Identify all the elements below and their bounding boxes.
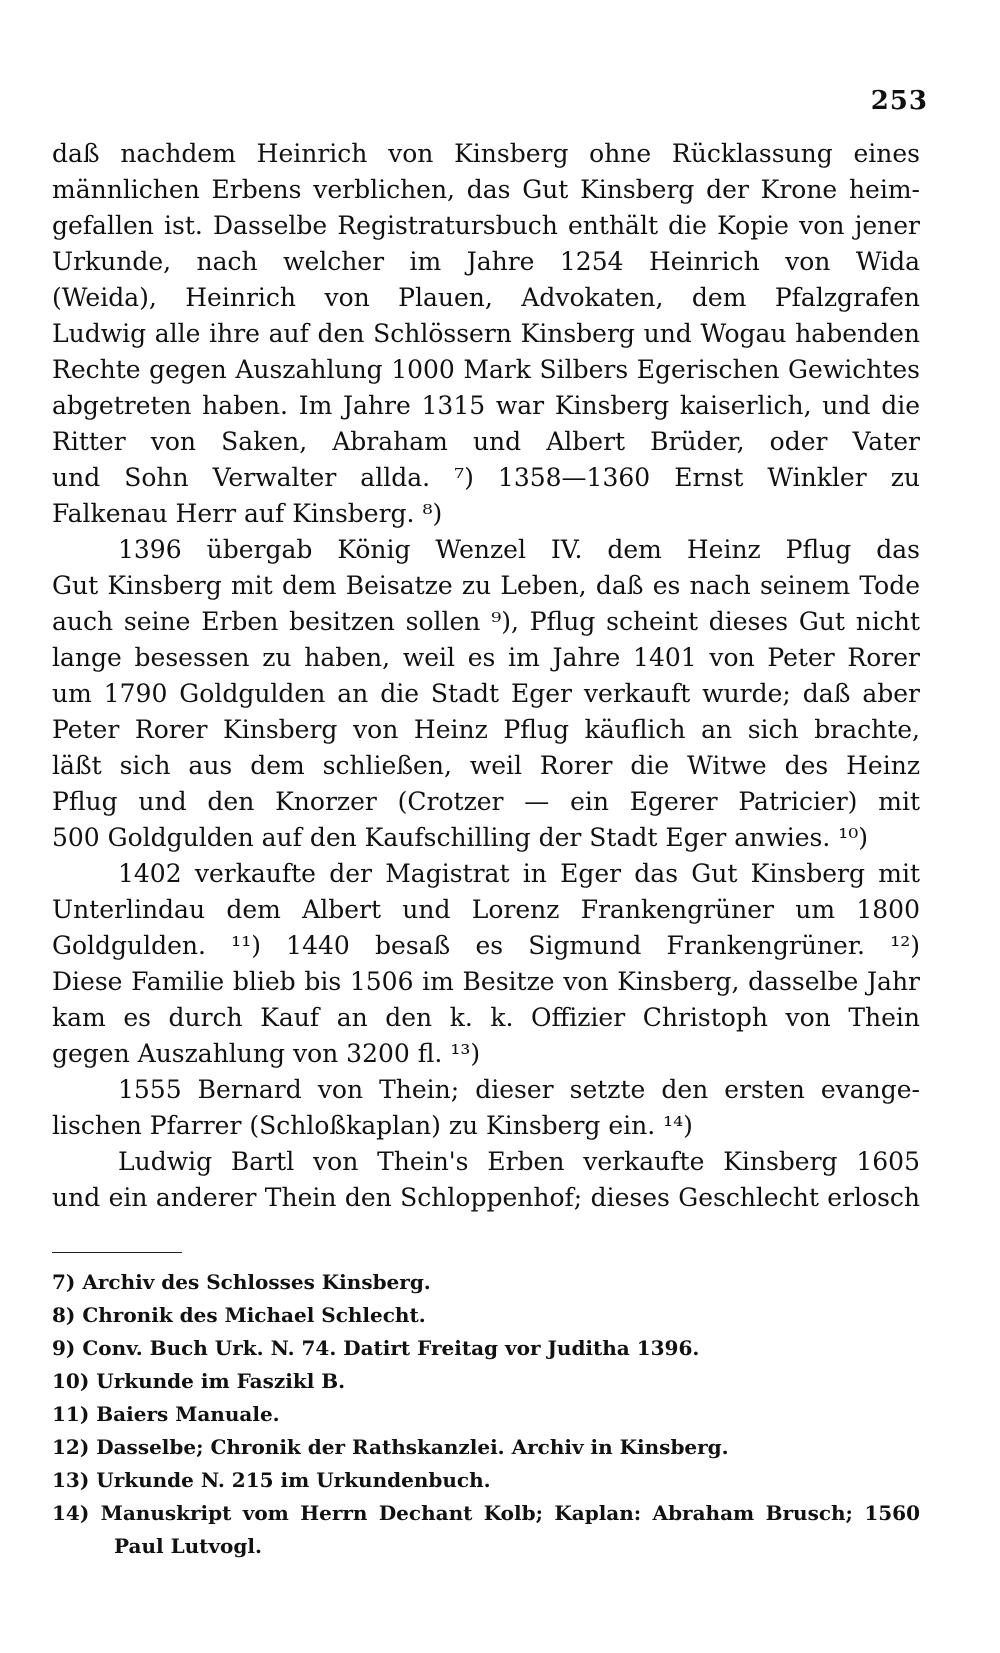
text-line: Gut Kinsberg mit dem Beisatze zu Leben, daß es nach seinem Tode (52, 571, 920, 600)
text-line: und ein anderer Thein den Schloppenhof; dieses Geschlecht erlosch (52, 1183, 920, 1212)
text-line: kam es durch Kauf an den k. k. Offizier Christoph von Thein (52, 1003, 920, 1032)
text-line: abgetreten haben. Im Jahre 1315 war Kinsberg kaiserlich, und die (52, 391, 920, 420)
text-line: gegen Auszahlung von 3200 fl. ¹³) (52, 1039, 481, 1068)
footnote-continuation: Paul Lutvogl. (114, 1534, 262, 1558)
text-line: männlichen Erbens verblichen, das Gut Kinsberg der Krone heim- (52, 175, 920, 204)
text-line: Urkunde, nach welcher im Jahre 1254 Heinrich von Wida (52, 247, 920, 276)
text-line: Falkenau Herr auf Kinsberg. ⁸) (52, 499, 443, 528)
text-line: Diese Familie blieb bis 1506 im Besitze von Kinsberg, dasselbe Jahr (52, 967, 920, 996)
text-line: Rechte gegen Auszahlung 1000 Mark Silbers Egerischen Gewichtes (52, 355, 920, 384)
text-line: gefallen ist. Dasselbe Registratursbuch enthält die Kopie von jener (52, 211, 920, 240)
text-line: Ludwig alle ihre auf den Schlössern Kinsberg und Wogau habenden (52, 319, 920, 348)
text-line: daß nachdem Heinrich von Kinsberg ohne Rücklassung eines (52, 139, 920, 168)
text-line: Ritter von Saken, Abraham und Albert Brüder, oder Vater (52, 427, 920, 456)
text-line: Ludwig Bartl von Thein's Erben verkaufte Kinsberg 1605 (118, 1147, 920, 1176)
footnotes (52, 1266, 920, 1563)
footnote: 13) Urkunde N. 215 im Urkundenbuch. (52, 1468, 491, 1492)
text-line: Unterlindau dem Albert und Lorenz Frankengrüner um 1800 (52, 895, 920, 924)
body-text (52, 136, 920, 1216)
text-line: auch seine Erben besitzen sollen ⁹), Pflug scheint dieses Gut nicht (52, 607, 920, 636)
footnote: 11) Baiers Manuale. (52, 1402, 280, 1426)
footnote: 10) Urkunde im Faszikl B. (52, 1369, 346, 1393)
text-line: 500 Goldgulden auf den Kaufschilling der Stadt Eger anwies. ¹⁰) (52, 823, 869, 852)
text-line: 1396 übergab König Wenzel IV. dem Heinz Pflug das (118, 535, 920, 564)
text-line: (Weida), Heinrich von Plauen, Advokaten, dem Pfalzgrafen (52, 283, 920, 312)
text-line: um 1790 Goldgulden an die Stadt Eger verkauft wurde; daß aber (52, 679, 920, 708)
text-line: 1555 Bernard von Thein; dieser setzte den ersten evange- (118, 1075, 920, 1104)
text-line: Peter Rorer Kinsberg von Heinz Pflug käuflich an sich brachte, (52, 715, 920, 744)
text-line: und Sohn Verwalter allda. ⁷) 1358—1360 Ernst Winkler zu (52, 463, 920, 492)
text-line: 1402 verkaufte der Magistrat in Eger das Gut Kinsberg mit (118, 859, 920, 888)
footnote-divider (52, 1252, 182, 1253)
text-line: Goldgulden. ¹¹) 1440 besaß es Sigmund Frankengrüner. ¹²) (52, 931, 920, 960)
page-number: 253 (870, 86, 928, 116)
text-line: läßt sich aus dem schließen, weil Rorer die Witwe des Heinz (52, 751, 920, 780)
text-line: lischen Pfarrer (Schloßkaplan) zu Kinsberg ein. ¹⁴) (52, 1111, 693, 1140)
footnote: 9) Conv. Buch Urk. N. 74. Datirt Freitag vor Juditha 1396. (52, 1336, 700, 1360)
footnote: 8) Chronik des Michael Schlecht. (52, 1303, 426, 1327)
text-line: lange besessen zu haben, weil es im Jahre 1401 von Peter Rorer (52, 643, 920, 672)
footnote: 12) Dasselbe; Chronik der Rathskanzlei. Archiv in Kinsberg. (52, 1435, 729, 1459)
footnote: 14) Manuskript vom Herrn Dechant Kolb; Kaplan: Abraham Brusch; 1560 (52, 1501, 920, 1525)
footnote: 7) Archiv des Schlosses Kinsberg. (52, 1270, 431, 1294)
text-line: Pflug und den Knorzer (Crotzer — ein Egerer Patricier) mit (52, 787, 920, 816)
